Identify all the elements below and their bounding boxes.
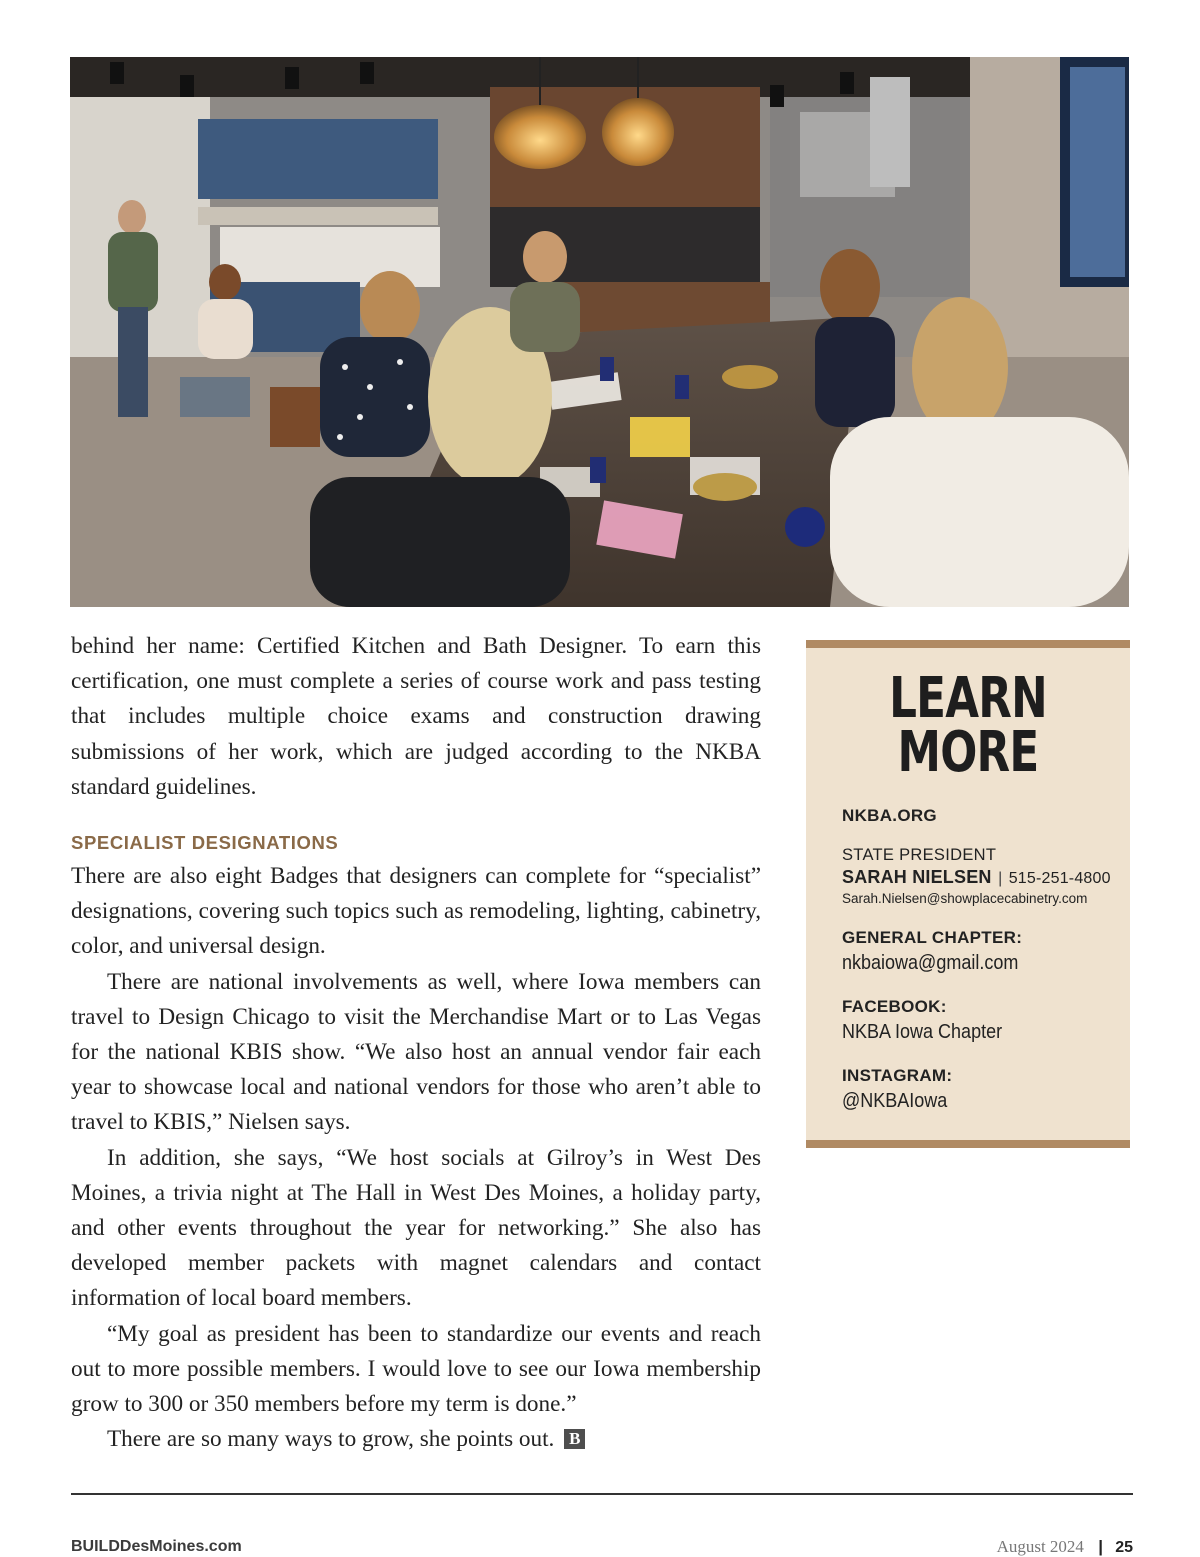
contact-separator: | — [998, 870, 1003, 887]
website-link[interactable]: NKBA.ORG — [842, 806, 937, 825]
paragraph-socials: In addition, she says, “We host socials at Gilroy’s in West Des Moines, a trivia night at The Hall in West Des Moines, a holiday party, and other events throughout the year for networking.” She also has developed member packets with magnet calendars and contact information of local board members. — [71, 1144, 761, 1312]
learn-more-sidebar — [806, 640, 1130, 1148]
paragraph-badges: There are also eight Badges that designers can complete for “specialist” designations, covering such topics such as remodeling, lighting, cabinetry, color, and universal design. — [71, 863, 761, 960]
paragraph-closing — [71, 1422, 761, 1457]
section-heading: SPECIALIST DESIGNATIONS — [71, 832, 339, 854]
sidebar-title-line1: LEARN — [889, 666, 1047, 731]
facebook-label: FACEBOOK: — [842, 997, 947, 1016]
general-chapter-email[interactable]: nkbaiowa@gmail.com — [842, 952, 1019, 974]
paragraph-certification: behind her name: Certified Kitchen and Bath Designer. To earn this certification, one must complete a series of course work and pass testing that includes multiple choice exams and construction drawing submissions of her work, which are judged according to the NKBA standard guidelines. — [71, 633, 761, 800]
page-number: 25 — [1115, 1539, 1133, 1556]
closing-text: There are so many ways to grow, she points out. — [107, 1426, 555, 1453]
president-name: SARAH NIELSEN — [842, 867, 992, 887]
president-email[interactable]: Sarah.Nielsen@showplacecabinetry.com — [842, 891, 1088, 906]
president-phone[interactable]: 515-251-4800 — [1008, 870, 1111, 887]
kitchen-showroom-photo — [70, 57, 1129, 607]
facebook-link[interactable]: NKBA Iowa Chapter — [842, 1021, 1003, 1043]
article-photo — [70, 57, 1129, 607]
sidebar-title — [839, 666, 1098, 785]
president-contact-line — [842, 867, 1111, 888]
footer-issue-info — [997, 1537, 1133, 1557]
instagram-label: INSTAGRAM: — [842, 1066, 953, 1085]
president-role: STATE PRESIDENT — [842, 846, 997, 864]
footer-site[interactable]: BUILDDesMoines.com — [71, 1538, 242, 1555]
footer-date: August 2024 — [996, 1537, 1084, 1556]
paragraph-national: There are national involvements as well, where Iowa members can travel to Design Chicago to visit the Merchandise Mart or to Las Vegas for the national KBIS show. “We also host an annual vendor fair each year to showcase local and national vendors for those who aren’t able to travel to KBIS,” Nielsen says. — [71, 968, 761, 1136]
end-mark-icon: B — [564, 1429, 585, 1449]
article-body — [71, 629, 761, 1457]
footer-divider — [71, 1493, 1133, 1495]
footer-separator: | — [1098, 1537, 1103, 1556]
paragraph-goal-quote: “My goal as president has been to standardize our events and reach out to more possible members. I would love to see our Iowa membership grow to 300 or 350 members before my term is done.” — [71, 1320, 761, 1418]
sidebar-title-line2: MORE — [897, 720, 1039, 785]
general-chapter-label: GENERAL CHAPTER: — [842, 928, 1023, 947]
instagram-link[interactable]: @NKBAIowa — [842, 1090, 948, 1112]
